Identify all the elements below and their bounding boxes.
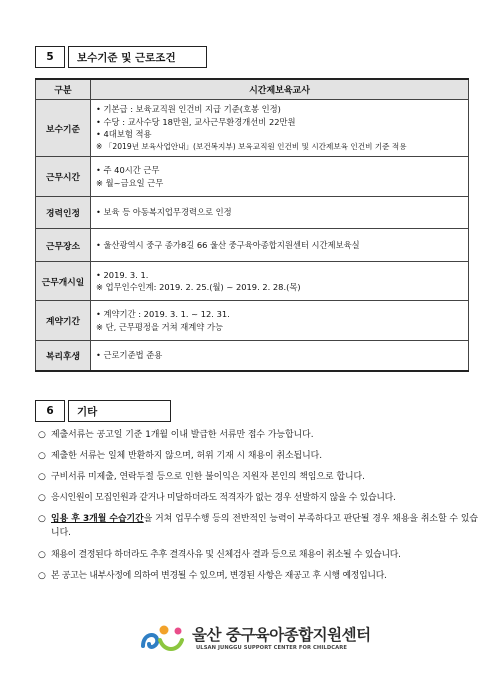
section-title: 기타	[68, 400, 171, 422]
section-title: 보수기준 및 근로조건	[68, 46, 207, 68]
row-line: • 기본급 : 보육교직원 인건비 지급 기준(호봉 인정)	[96, 104, 281, 114]
row-content	[91, 341, 469, 371]
row-line: ※ 단, 근무평정을 거쳐 재계약 가능	[96, 321, 223, 332]
table-row	[36, 100, 469, 157]
employment-conditions-table	[35, 78, 469, 372]
row-line: ※ 「2019년 보육사업안내」(보건복지부) 보육교직원 인건비 및 시간제보육 인건비 기준 적용	[96, 141, 407, 151]
row-line: • 울산광역시 중구 종가8길 66 울산 중구육아종합지원센터 시간제보육실	[96, 239, 360, 250]
row-label: 근무장소	[36, 229, 91, 262]
circle-bullet-icon: ○	[38, 493, 46, 503]
row-label: 복리후생	[36, 341, 91, 371]
row-label: 계약기간	[36, 301, 91, 341]
table-header-row	[36, 79, 469, 100]
section-6-header	[35, 400, 171, 422]
row-content	[91, 197, 469, 229]
row-line: ※ 월~금요일 근무	[96, 177, 164, 188]
table-row	[36, 229, 469, 262]
row-label: 근무개시일	[36, 262, 91, 301]
row-line: • 4대보험 적용	[96, 129, 152, 139]
note-text	[51, 512, 478, 540]
table-row	[36, 341, 469, 371]
row-label: 보수기준	[36, 100, 91, 157]
circle-bullet-icon: ○	[38, 472, 46, 482]
header-position: 시간제보육교사	[91, 79, 469, 100]
list-item	[38, 470, 478, 491]
row-content	[91, 157, 469, 197]
footer-logo	[140, 620, 380, 660]
row-label: 경력인정	[36, 197, 91, 229]
table-row	[36, 157, 469, 197]
section-number: 6	[35, 400, 65, 422]
circle-bullet-icon: ○	[38, 451, 46, 461]
org-name-korean: 울산 중구육아종합지원센터	[192, 626, 371, 644]
childcare-center-logo-icon	[140, 622, 188, 656]
note-text: 응시인원이 모집인원과 같거나 미달하더라도 적격자가 없는 경우 선발하지 않을 수 있습니다.	[51, 493, 396, 503]
note-text: 제출한 서류는 일체 반환하지 않으며, 허위 기재 시 채용이 취소됩니다.	[51, 451, 323, 461]
probation-highlight: 임용 후 3개월 수습기간	[51, 514, 144, 524]
section-5-header	[35, 46, 207, 68]
note-text-rest: 을 거쳐 업무수행 등의 전반적인 능력이 부족하다고 판단될 경우 채용을 취소할 수 있습니다.	[51, 514, 478, 538]
note-text: 제출서류는 공고일 기준 1개월 이내 발급한 서류만 접수 가능합니다.	[51, 430, 314, 440]
circle-bullet-icon: ○	[38, 550, 46, 560]
list-item	[38, 548, 478, 569]
circle-bullet-icon: ○	[38, 514, 46, 524]
org-name-english: ULSAN JUNGGU SUPPORT CENTER FOR CHILDCARE	[196, 645, 347, 651]
row-line: • 보육 등 아동복지업무경력으로 인정	[96, 207, 232, 218]
row-line: • 수당 : 교사수당 18만원, 교사근무환경개선비 22만원	[96, 116, 296, 127]
row-line: • 근로기준법 준용	[96, 350, 163, 360]
row-content	[91, 262, 469, 301]
table-row	[36, 262, 469, 301]
note-text: 채용이 결정된다 하더라도 추후 결격사유 및 신체검사 결과 등으로 채용이 취소될 수 있습니다.	[51, 550, 401, 560]
row-line: • 계약기간 : 2019. 3. 1. ~ 12. 31.	[96, 309, 230, 319]
row-content	[91, 229, 469, 262]
note-text: 본 공고는 내부사정에 의하여 변경될 수 있으며, 변경된 사항은 재공고 후 시행 예정입니다.	[51, 571, 387, 581]
section-number: 5	[35, 46, 65, 68]
table-row	[36, 197, 469, 229]
row-line: • 2019. 3. 1.	[96, 269, 149, 280]
list-item	[38, 512, 478, 548]
circle-bullet-icon: ○	[38, 571, 46, 581]
notes-list	[38, 428, 478, 590]
row-label: 근무시간	[36, 157, 91, 197]
list-item	[38, 428, 478, 449]
header-category: 구분	[36, 79, 91, 100]
row-line: • 주 40시간 근무	[96, 165, 160, 175]
row-content	[91, 100, 469, 157]
list-item	[38, 491, 478, 512]
row-content	[91, 301, 469, 341]
list-item	[38, 449, 478, 470]
row-line: ※ 업무인수인계: 2019. 2. 25.(월) ~ 2019. 2. 28.(목)	[96, 282, 301, 292]
table-row	[36, 301, 469, 341]
note-text: 구비서류 미제출, 연락두절 등으로 인한 불이익은 지원자 본인의 책임으로 합니다.	[51, 472, 365, 482]
list-item	[38, 569, 478, 590]
circle-bullet-icon: ○	[38, 430, 46, 440]
